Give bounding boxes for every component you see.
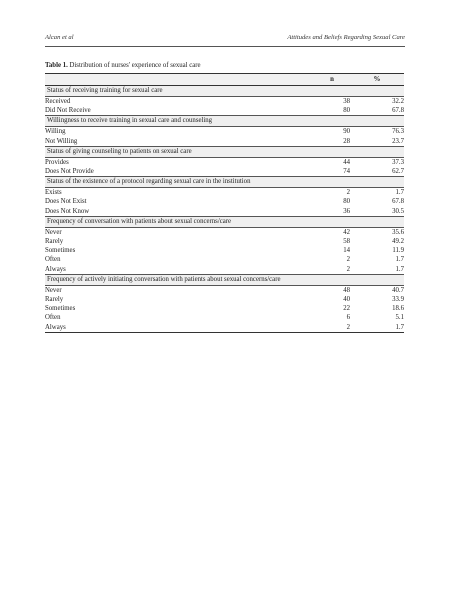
row-percent: 1.7 xyxy=(395,256,404,264)
table-row xyxy=(45,304,404,313)
row-percent: 35.6 xyxy=(392,228,404,236)
row-count: 2 xyxy=(314,323,350,333)
row-percent: 11.9 xyxy=(392,247,404,255)
section-title: Frequency of actively initiating conversation with patients about sexual concerns/care xyxy=(45,274,404,285)
table-row xyxy=(45,255,404,264)
row-percent: 30.5 xyxy=(392,207,404,215)
column-header-n: n xyxy=(314,74,350,86)
table-row xyxy=(45,313,404,322)
row-label: Sometimes xyxy=(45,247,76,255)
row-percent: 49.2 xyxy=(392,238,404,246)
row-label: Does Not Exist xyxy=(45,198,87,206)
row-label: Sometimes xyxy=(45,305,76,313)
table-caption-text: Distribution of nurses' experience of sexual care xyxy=(67,62,201,69)
table-row xyxy=(45,207,404,217)
row-count: 28 xyxy=(343,137,350,145)
table-row xyxy=(45,97,404,107)
section-header-row xyxy=(45,177,404,188)
running-header-authors: Alcan et al xyxy=(45,34,74,41)
table-row xyxy=(45,246,404,255)
table-row xyxy=(45,197,404,206)
section-header-row xyxy=(45,116,404,127)
distribution-table xyxy=(45,73,404,333)
row-label: Did Not Receive xyxy=(45,107,91,115)
row-count: 22 xyxy=(343,305,350,313)
row-label: Willing xyxy=(45,128,66,136)
table-row xyxy=(45,237,404,246)
section-header-row xyxy=(45,274,404,285)
header-divider xyxy=(45,46,405,47)
section-header-row xyxy=(45,216,404,227)
row-count: 44 xyxy=(343,158,350,166)
row-label: Exists xyxy=(45,189,62,197)
section-title: Status of receiving training for sexual care xyxy=(45,86,404,97)
section-title: Status of giving counseling to patients on sexual care xyxy=(45,146,404,157)
row-label: Often xyxy=(45,256,61,264)
row-count: 90 xyxy=(343,128,350,136)
row-count: 58 xyxy=(343,238,350,246)
running-header-title: Attitudes and Beliefs Regarding Sexual Care xyxy=(287,34,405,41)
row-percent: 40.7 xyxy=(392,286,404,294)
row-percent: 62.7 xyxy=(392,168,404,176)
row-label: Does Not Know xyxy=(45,207,90,215)
row-label: Never xyxy=(45,286,62,294)
row-percent: 32.2 xyxy=(392,98,404,105)
row-percent: 18.6 xyxy=(392,305,404,313)
table-row xyxy=(45,227,404,237)
table-row xyxy=(45,265,404,275)
row-label: Provides xyxy=(45,158,69,166)
row-count: 42 xyxy=(343,228,350,236)
row-percent: 76.3 xyxy=(392,128,404,136)
row-count: 6 xyxy=(346,314,350,322)
row-count: 40 xyxy=(343,296,350,304)
row-count: 36 xyxy=(343,207,350,215)
table-row xyxy=(45,127,404,137)
table-header-row xyxy=(45,74,404,86)
section-header-row xyxy=(45,146,404,157)
row-percent: 33.9 xyxy=(392,296,404,304)
row-percent: 1.7 xyxy=(395,265,404,273)
row-percent: 23.7 xyxy=(392,137,404,145)
row-count: 14 xyxy=(343,247,350,255)
row-label: Rarely xyxy=(45,296,64,304)
table-header-blank xyxy=(45,74,314,86)
row-count: 38 xyxy=(343,98,350,105)
row-label: Does Not Provide xyxy=(45,168,94,176)
table-row xyxy=(45,323,404,333)
column-header-percent: % xyxy=(350,74,404,86)
row-percent: 5.1 xyxy=(395,314,404,322)
row-count: 2 xyxy=(346,189,350,197)
section-header-row xyxy=(45,86,404,97)
row-label: Always xyxy=(45,265,66,273)
table-row xyxy=(45,295,404,304)
table-row xyxy=(45,157,404,167)
row-count: 2 xyxy=(346,265,350,273)
section-title: Willingness to receive training in sexual care and counseling xyxy=(45,116,404,127)
row-label: Never xyxy=(45,228,62,236)
section-title: Frequency of conversation with patients about sexual concerns/care xyxy=(45,216,404,227)
row-percent: 67.8 xyxy=(392,198,404,206)
row-label: Rarely xyxy=(45,238,64,246)
section-title: Status of the existence of a protocol regarding sexual care in the institution xyxy=(45,177,404,188)
table-row xyxy=(45,106,404,116)
table-caption-label: Table 1. xyxy=(45,62,68,69)
row-label: Not Willing xyxy=(45,137,78,145)
row-percent: 37.3 xyxy=(392,158,404,166)
table-row xyxy=(45,285,404,295)
table-row xyxy=(45,167,404,177)
table-body xyxy=(45,86,404,333)
row-label: Always xyxy=(45,323,314,333)
table-caption xyxy=(45,62,201,69)
row-label: Often xyxy=(45,314,61,322)
table-row xyxy=(45,137,404,147)
row-count: 80 xyxy=(343,198,350,206)
row-count: 2 xyxy=(346,256,350,264)
row-count: 80 xyxy=(343,107,350,115)
row-percent: 1.7 xyxy=(350,323,404,333)
table-row xyxy=(45,188,404,198)
row-count: 74 xyxy=(343,168,350,176)
row-percent: 1.7 xyxy=(395,189,404,197)
row-label: Received xyxy=(45,98,71,105)
row-percent: 67.8 xyxy=(392,107,404,115)
row-count: 48 xyxy=(343,286,350,294)
